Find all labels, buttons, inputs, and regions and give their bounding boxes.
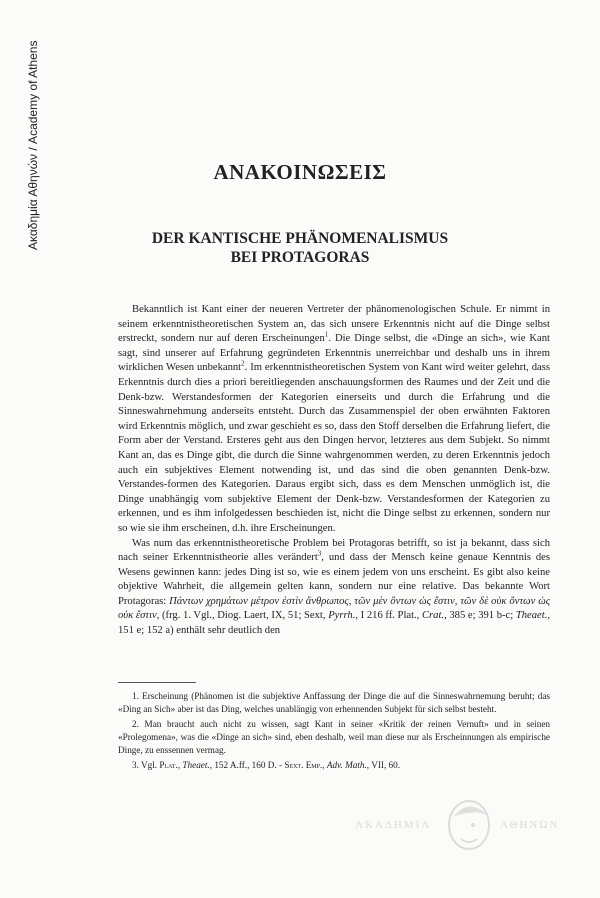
archive-side-label: Ακαδημία Αθηνών / Academy of Athens [26,40,40,250]
article-title [0,229,600,267]
academy-watermark [355,795,560,855]
footnote-ref-2: 2 [241,359,245,368]
athena-head-icon [443,795,495,853]
article-body [118,303,550,639]
article-title-line-1: DER KANTISCHE PHÄNOMENALISMUS [151,230,449,247]
footnote-1: 1. Erscheinung (Phänomen ist die subjektive Anffassung der Dinge die auf die Sinneswahrnemung beruht; das «Ding an Sich» aber ist das Ding, welches unablängig von erhennenden Subjekt für sich selbst besteht. [118,691,550,714]
footnote-ref-1: 1 [324,330,329,339]
section-title: ΑΝΑΚΟΙΝΩΣΕΙΣ [213,160,387,184]
greek-quote: Πάντων χρημάτων μέτρον ἐστὶν ἄνθρωπος, τῶν μὲν ὄντων ὡς ἔστιν, τῶν δὲ οὐκ ὄντων ὡς οὐκ ἔστιν [118,595,550,622]
watermark-text-right: ΑΘΗΝΩΝ [500,819,560,831]
footnote-2: 2. Man braucht auch nicht zu wissen, sagt Kant in seiner «Kritik der reinen Vernuft» und in seinen «Prolegomena», was die «Dinge an sich» sind, eben deshalb, weil man diese nur als Erscheinnungen als empirische Dinge, zu enssennen vermag. [118,719,550,755]
article-title-line-2: BEI PROTAGORAS [230,249,370,266]
watermark-text-left: ΑΚΑΔΗΜΙΑ [355,819,432,831]
paragraph-1: Bekanntlich ist Kant einer der neueren Vertreter der phänomenologischen Schule. Er nimmt in seinem erkenntnistheoretischen System an, das sich unsere Erkenntnis nicht auf die Dinge selbst erstreckt, sondern nur auf deren Erscheinungen$^1$. Die Dinge selbst, die «Dinge an sich», wie Kant sagt, sind unserer auf Erfahrung gegründeten Erkenntnis unerreichbar und deshalb uns in ihrem wirklichen Wesen unbekannt$^2$. Im erkenntnistheoretischen System von Kant wird weiter gelehrt, dass Erkenntnis durch dies a priori bereitliegenden anschauungsformen des Raumes und der Zeit und die Denk-bzw. Werstandesformen der Kategorien einerseits und durch die Erfahrung und die Sinneswahrnehmung anderseits entsteht. Durch das Zusammenspiel der oben erwähnten Faktoren wird Erkenntnis möglich, und zwar geschieht es so, dass den Stoff derselben die Erfahrung liefert, die Form aber der Verstand. Ersteres geht aus den Dingen hervor, letzteres aus dem Subjekt. So nimmt Kant an, das es Dinge gibt, die durch die Sinne wahrgenommen werden, zu deren Erkenntnis jedoch auch ein subjektives Element notwending ist, und das sind die oben genannten Denk-bzw. Verstandes-formen des Kategorien. Daraus ergibt sich, dass es dem Menschen unmöglich ist, die Dinge unabhängig vom subjektive Element der Denk-bzw. Verstandesformen der Kategorien zu erkennen, und es ihm infolgedessen beschieden ist, nicht die Dinge selbst zu erkennen, sondern nur so wie sie ihm erscheinen, d.h. ihre Erscheinungen. [118,304,550,534]
footnotes [118,690,550,774]
footnote-3: 3. Vgl. Plat., Theaet., 152 A.ff., 160 D. - Sext. Emp., Adv. Math., VII, 60. [132,760,401,770]
footnote-ref-3: 3 [317,549,322,558]
footnote-divider [118,682,196,683]
paragraph-2: Was num das erkenntnistheoretische Problem bei Protagoras betrifft, so ist ja bekannt, dass sich nach seiner Erkenntnistheorie alles verändert$^3$, und dass der Mensch keine genaue Kenntnis des Wesens gewinnen kann: jedes Ding ist so, wie es einem jedem von uns erscheint. Es gibt also keine objektive Wahrheit, die allgemein gelten kann, sondern nur eine relative. Das bekannte Wort Protagoras: Πάντων χρημάτων μέτρον ἐστὶν ἄνθρωπος, τῶν μὲν ὄντων ὡς ἔστιν, τῶν δὲ οὐκ ὄντων ὡς οὐκ ἔστιν, (frg. 1. Vgl., Diog. Laert, IX, 51; Sext, Pyrrh., I 216 ff. Plat., Crat., 385 e; 391 b-c; Theaet., 151 e; 152 a) enthält sehr deutlich den [118,537,551,637]
